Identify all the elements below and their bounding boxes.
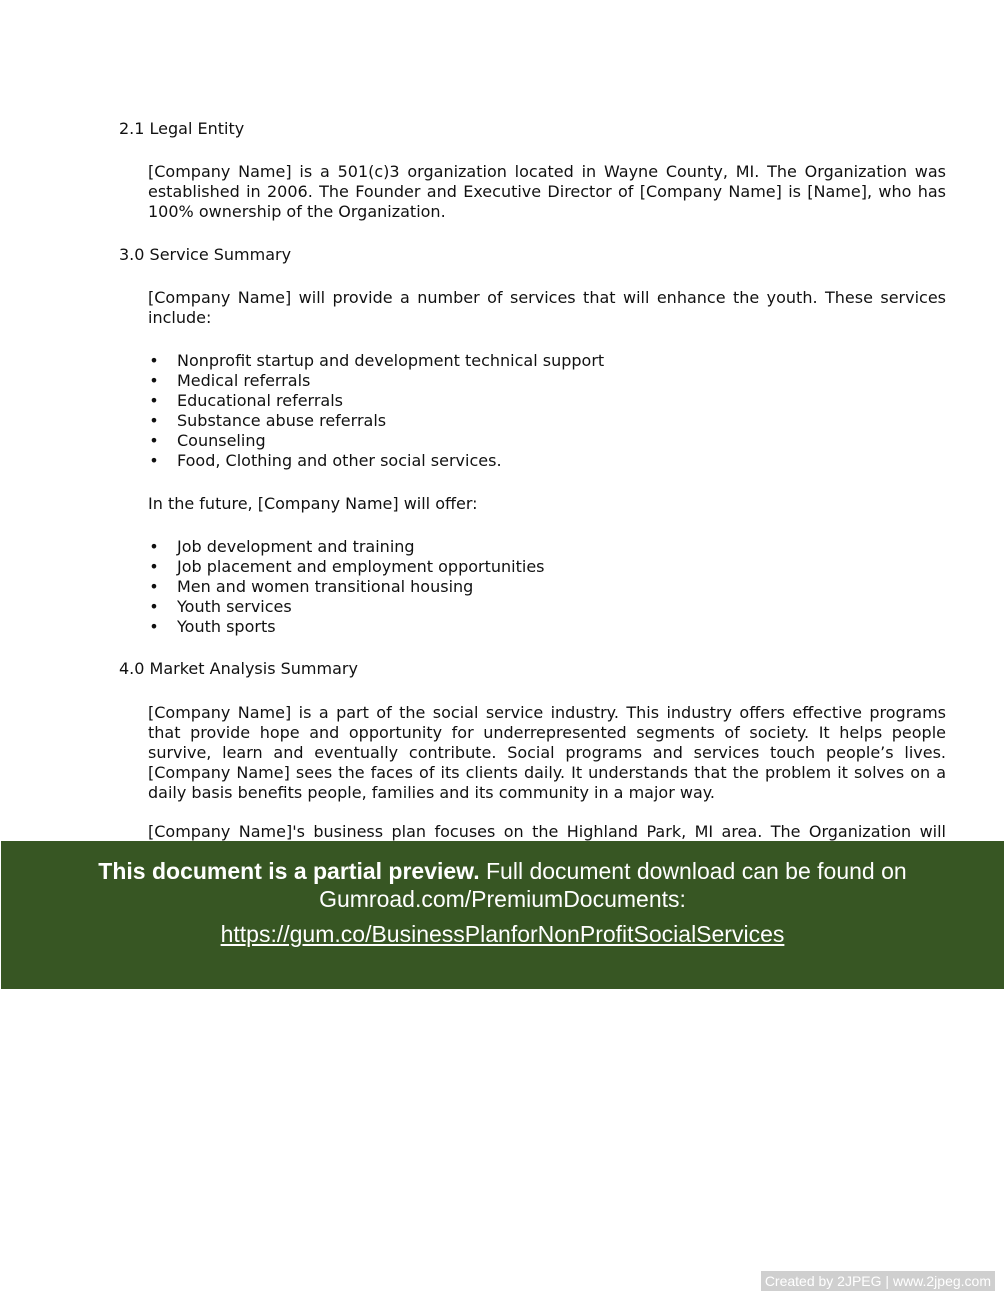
heading-legal-entity: 2.1 Legal Entity <box>119 119 245 138</box>
bullet-icon: • <box>149 411 159 430</box>
bullet-icon: • <box>149 577 159 596</box>
list-item: • Medical referrals <box>149 371 311 390</box>
banner-source: Gumroad.com/PremiumDocuments: <box>319 886 686 912</box>
bullet-icon: • <box>149 351 159 370</box>
bullet-icon: • <box>149 597 159 616</box>
bullet-icon: • <box>149 451 159 470</box>
banner-text-rest: Full document download can be found on <box>479 858 907 884</box>
heading-market-analysis: 4.0 Market Analysis Summary <box>119 659 358 678</box>
paragraph-market-analysis: [Company Name] is a part of the social service industry. This industry offers effective programs that provide hope and opportunity for underrepresented segments of society. It helps people survive, learn and eventually contribute. Social programs and services touch people’s lives. [Company Name] sees the faces of its clients daily. It understands that the problem it solves on a daily basis benefits people, families and its community in a major way. <box>148 703 946 802</box>
list-item: • Educational referrals <box>149 391 343 410</box>
bullet-icon: • <box>149 617 159 636</box>
list-item: • Substance abuse referrals <box>149 411 387 430</box>
bullet-icon: • <box>149 557 159 576</box>
paragraph-legal-entity: [Company Name] is a 501(c)3 organization located in Wayne County, MI. The Organization was established in 2006. The Founder and Executive Director of [Company Name] is [Name], who has 100% ownership of the Organization. <box>148 162 946 221</box>
future-services-list <box>148 537 946 637</box>
paragraph-future-intro: In the future, [Company Name] will offer: <box>148 494 478 513</box>
list-item: • Counseling <box>149 431 266 450</box>
paragraph-service-intro: [Company Name] will provide a number of services that will enhance the youth. These services include: <box>148 288 946 327</box>
bullet-icon: • <box>149 391 159 410</box>
paragraph-business-plan-cut: [Company Name]'s business plan focuses on the Highland Park, MI area. The Organization will <box>148 822 946 841</box>
services-list <box>148 351 946 471</box>
bullet-icon: • <box>149 537 159 556</box>
list-item: • Nonprofit startup and development technical support <box>149 351 605 370</box>
watermark: Created by 2JPEG | www.2jpeg.com <box>761 1271 995 1291</box>
list-item: • Youth services <box>149 597 292 616</box>
banner-message <box>1 858 1004 885</box>
list-item: • Food, Clothing and other social services. <box>149 451 502 470</box>
download-link[interactable]: https://gum.co/BusinessPlanforNonProfitSocialServices <box>220 921 785 947</box>
list-item: • Men and women transitional housing <box>149 577 474 596</box>
banner-link-wrap <box>1 920 1004 948</box>
heading-service-summary: 3.0 Service Summary <box>119 245 292 264</box>
bullet-icon: • <box>149 431 159 450</box>
banner-bold-text: This document is a partial preview. <box>98 858 480 884</box>
list-item: • Job placement and employment opportunities <box>149 557 545 576</box>
bullet-icon: • <box>149 371 159 390</box>
list-item: • Youth sports <box>149 617 276 636</box>
preview-banner <box>1 841 1004 989</box>
list-item: • Job development and training <box>149 537 415 556</box>
